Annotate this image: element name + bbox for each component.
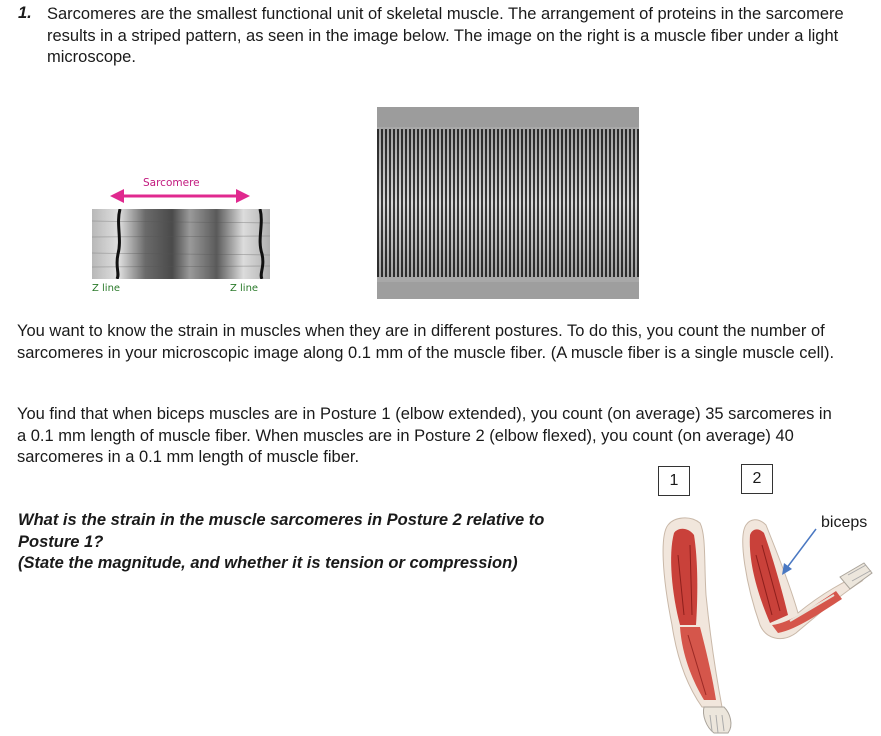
posture-1-label: 1 xyxy=(658,466,690,496)
z-line-right-label: Z line xyxy=(230,283,259,294)
prompt-line-2: Posture 1? xyxy=(18,532,104,551)
biceps-label: biceps xyxy=(821,514,868,531)
arm-posture-illustration xyxy=(650,515,881,736)
sarcomere-diagram xyxy=(85,170,280,300)
prompt-line-1: What is the strain in the muscle sarcomeres in Posture 2 relative to xyxy=(18,511,545,529)
double-arrow-icon xyxy=(110,187,250,205)
question-number: 1. xyxy=(18,4,32,22)
flexed-arm-icon xyxy=(743,520,872,639)
paragraph-method: You want to know the strain in muscles when they are in different postures. To do this, you count the number of sarcomeres in your microscopic image along 0.1 mm of the muscle fiber. (A muscle fiber is a single muscle cell). xyxy=(17,322,835,362)
extended-arm-icon xyxy=(663,518,731,733)
sarcomere-micrograph xyxy=(92,209,270,279)
prompt-line-3: (State the magnitude, and whether it is tension or compression) xyxy=(18,554,518,572)
paragraph-observations: You find that when biceps muscles are in Posture 1 (elbow extended), you count (on average) 35 sarcomeres in a 0.1 mm length of muscle fiber. When muscles are in Posture 2 (elbow flexed), you count (on average) 40 sarcomeres in a 0.1 mm length of muscle fiber. xyxy=(17,405,832,466)
biceps-pointer-arrow xyxy=(782,529,816,575)
z-line-left-label: Z line xyxy=(92,283,121,294)
question-prompt xyxy=(18,510,638,575)
sarcomere-label: Sarcomere xyxy=(143,177,200,189)
posture-2-label: 2 xyxy=(741,464,773,494)
question-intro: Sarcomeres are the smallest functional unit of skeletal muscle. The arrangement of proteins in the sarcomere results in a striped pattern, as seen in the image below. The image on the right is a muscle fiber under a light microscope. xyxy=(47,5,844,66)
muscle-fiber-micrograph xyxy=(377,107,639,299)
